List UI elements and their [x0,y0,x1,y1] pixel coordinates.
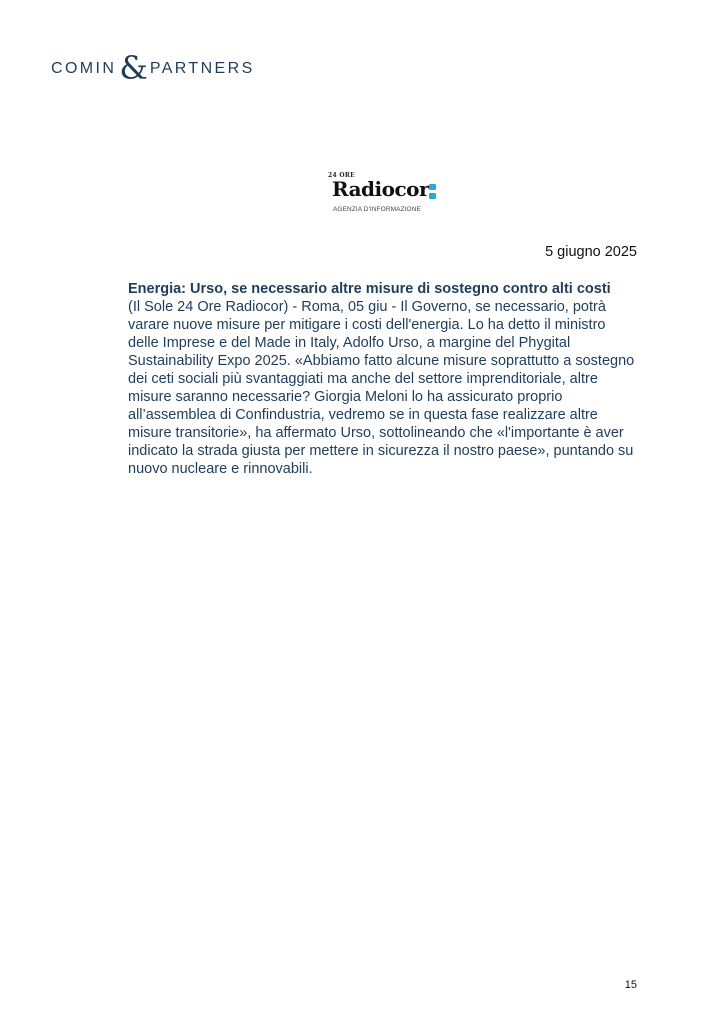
brand-word-right: PARTNERS [149,60,255,77]
radiocor-logo [328,172,448,216]
brand-word-left: COMIN [51,60,117,77]
article [128,280,640,478]
article-body: (Il Sole 24 Ore Radiocor) - Roma, 05 giu - Il Governo, se necessario, potrà varare nuove misure per mitigare i costi dell'energia. Lo ha detto il ministro delle Imprese e del Made in Italy, Adolfo Urso, a margine del Phygital Sustainability Expo 2025. «Abbiamo fatto alcune misure soprattutto a sostegno dei ceti sociali più svantaggiati ma anche del settore imprenditoriale, altre misure saranno necessarie? Giorgia Meloni lo ha assicurato proprio all’assemblea di Confindustria, vedremo se in questa fase realizzare altre misure transitorie», ha affermato Urso, sottolineando che «l'importante è aver indicato la strada giusta per mettere in sicurezza il nostro paese», puntando su nuovo nucleare e rinnovabili. [128,299,635,477]
radiocor-colon-icon [429,184,436,199]
radiocor-name: Radiocor [332,177,430,201]
brand-ampersand: & [119,49,148,87]
comin-partners-logo [51,49,255,87]
radiocor-mini-label: 24 ORE [328,172,356,179]
page-number: 15 [624,979,637,991]
radiocor-tagline: AGENZIA D'INFORMAZIONE [333,206,421,213]
article-title: Energia: Urso, se necessario altre misure di sostegno contro alti costi [128,281,611,297]
document-date: 5 giugno 2025 [545,244,637,260]
